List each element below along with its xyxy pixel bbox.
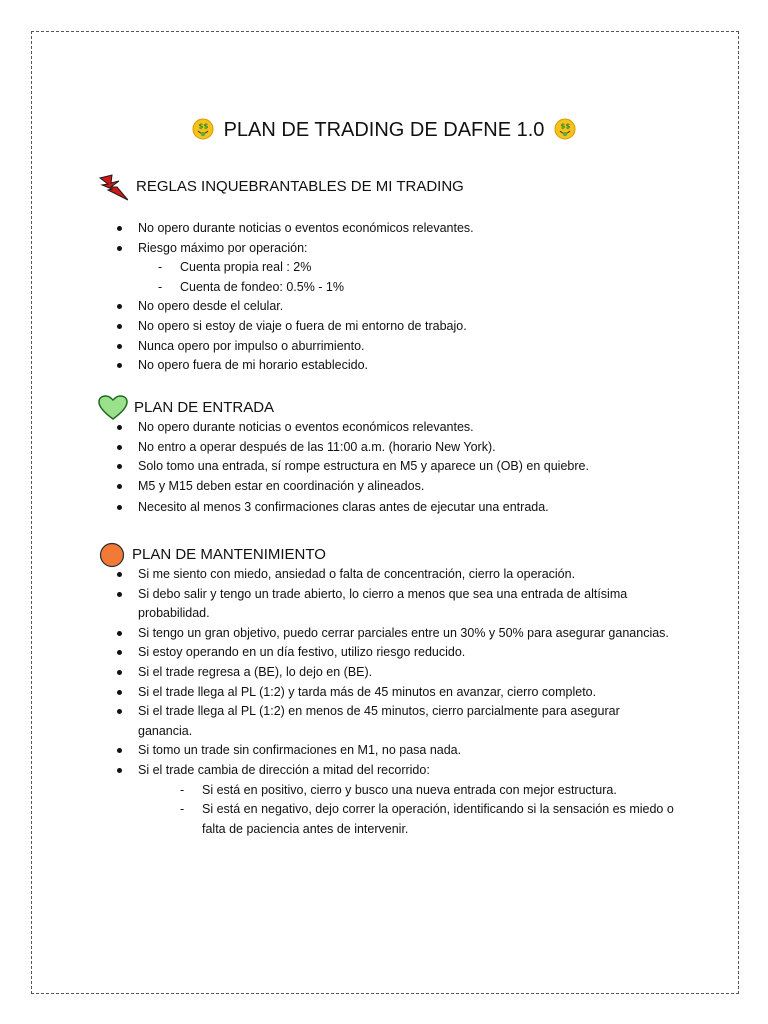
list-item: Si el trade llega al PL (1:2) en menos de 45 minutos, cierro parcialmente para asegurar ganancia. <box>117 702 677 741</box>
list-item: Si tengo un gran objetivo, puedo cerrar parciales entre un 30% y 50% para asegurar ganancias. <box>117 624 677 644</box>
list-item: Si el trade regresa a (BE), lo dejo en (BE). <box>117 663 677 683</box>
list-item: Si el trade llega al PL (1:2) y tarda más de 45 minutos en avanzar, cierro completo. <box>117 683 677 703</box>
svg-text:$: $ <box>198 122 204 131</box>
svg-text:$: $ <box>565 122 571 131</box>
sublist-item: - Cuenta propia real : 2% <box>158 260 312 275</box>
svg-text:$: $ <box>203 122 209 131</box>
svg-text:$: $ <box>560 122 566 131</box>
reglas-list <box>117 219 677 376</box>
list-item: Solo tomo una entrada, sí rompe estructura en M5 y aparece un (OB) en quiebre. <box>117 457 697 477</box>
mantenimiento-list <box>117 565 677 839</box>
sublist-item: - Si está en positivo, cierro y busco una nueva entrada con mejor estructura. <box>180 781 680 801</box>
reglas-sublist <box>138 258 677 297</box>
list-item: Necesito al menos 3 confirmaciones claras antes de ejecutar una entrada. <box>117 498 697 518</box>
sublist-item-text: Si está en positivo, cierro y busco una nueva entrada con mejor estructura. <box>202 782 617 797</box>
section-heading-text: PLAN DE ENTRADA <box>134 399 275 416</box>
list-item: No opero desde el celular. <box>117 297 677 317</box>
mantenimiento-sublist <box>138 781 680 840</box>
money-mouth-face-icon <box>554 118 576 140</box>
sublist-item: - Cuenta de fondeo: 0.5% - 1% <box>158 279 345 294</box>
section-heading-text: REGLAS INQUEBRANTABLES DE MI TRADING <box>136 178 464 195</box>
lightning-icon <box>98 174 128 200</box>
page-title: PLAN DE TRADING DE DAFNE 1.0 <box>223 119 545 141</box>
list-item: Si estoy operando en un día festivo, utilizo riesgo reducido. <box>117 643 677 663</box>
list-item: Si debo salir y tengo un trade abierto, lo cierro a menos que sea una entrada de altísima probabilidad. <box>117 585 677 624</box>
list-item: Si tomo un trade sin confirmaciones en M1, no pasa nada. <box>117 741 677 761</box>
list-item: No opero durante noticias o eventos económicos relevantes. <box>117 418 697 438</box>
list-item: No opero si estoy de viaje o fuera de mi entorno de trabajo. <box>117 317 677 337</box>
section-heading-text: PLAN DE MANTENIMIENTO <box>132 546 326 563</box>
sublist-item-text: Cuenta propia real : 2% <box>180 260 312 275</box>
list-item: No opero durante noticias o eventos económicos relevantes. <box>117 219 677 239</box>
sublist-item-text: Si está en negativo, dejo correr la operación, identificando si la sensación es miedo o falta de paciencia antes de intervenir. <box>202 802 674 836</box>
list-item: No opero fuera de mi horario establecido. <box>117 356 677 376</box>
entrada-list <box>117 418 697 518</box>
sublist-item-text: Cuenta de fondeo: 0.5% - 1% <box>180 279 345 294</box>
section-heading-reglas <box>98 174 464 200</box>
sublist-item: - Si está en negativo, dejo correr la operación, identificando si la sensación es miedo o falta de paciencia antes de intervenir. <box>180 800 680 839</box>
document-title-row <box>0 116 768 144</box>
list-item: Si me siento con miedo, ansiedad o falta de concentración, cierro la operación. <box>117 565 677 585</box>
money-mouth-face-icon <box>192 118 214 140</box>
list-item <box>117 761 677 839</box>
list-item: M5 y M15 deben estar en coordinación y alineados. <box>117 477 697 497</box>
list-item: Nunca opero por impulso o aburrimiento. <box>117 337 677 357</box>
list-item <box>117 239 677 298</box>
list-item-text: Si el trade cambia de dirección a mitad del recorrido: <box>138 762 430 777</box>
list-item-text: Riesgo máximo por operación: <box>138 240 308 255</box>
list-item: No entro a operar después de las 11:00 a.m. (horario New York). <box>117 438 697 458</box>
